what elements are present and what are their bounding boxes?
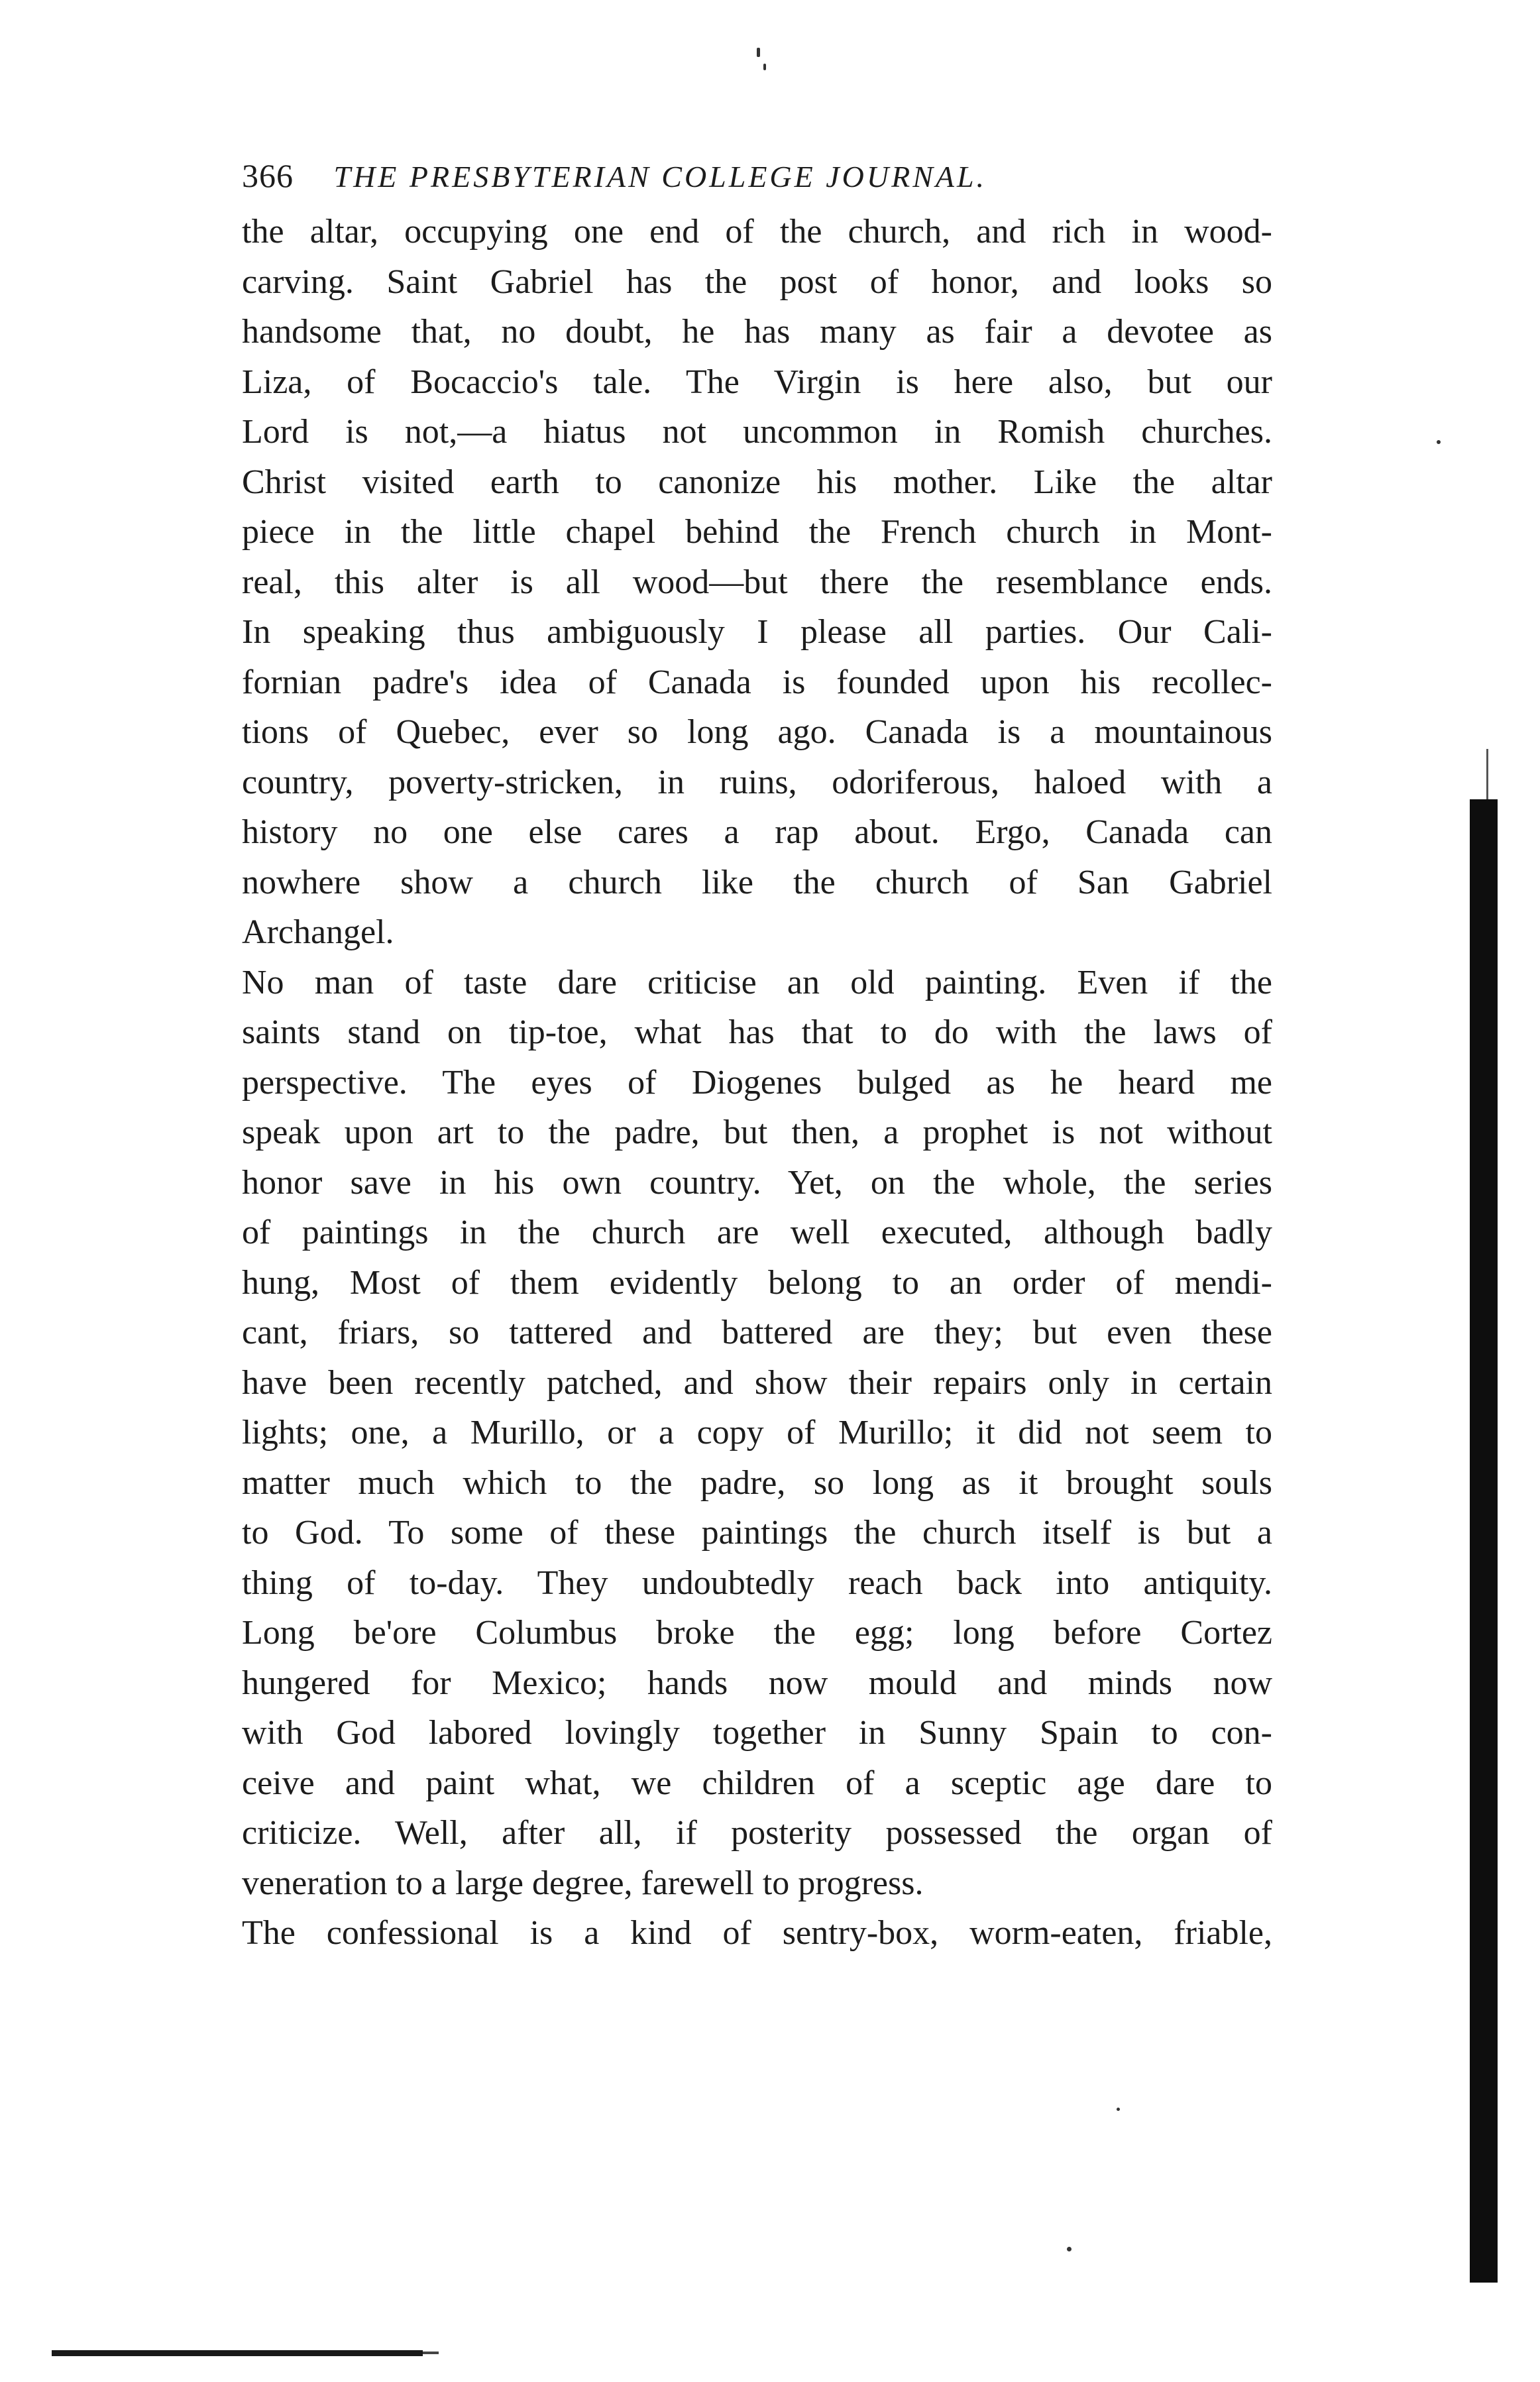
scan-margin-bar xyxy=(1470,799,1498,2283)
text-line: piece in the little chapel behind the French church in Mont- xyxy=(242,513,1272,551)
text-line: hung, Most of them evidently belong to an order of mendi- xyxy=(242,1263,1272,1302)
paragraph-2 xyxy=(242,958,1272,1909)
text-line: Lord is not,—a hiatus not uncommon in Romish churches. xyxy=(242,413,1272,451)
text-line: speak upon art to the padre, but then, a prophet is not without xyxy=(242,1113,1272,1151)
scan-bottom-rule xyxy=(52,2350,423,2356)
text-line: to God. To some of these paintings the church itself is but a xyxy=(242,1514,1272,1552)
text-line: Christ visited earth to canonize his mother. Like the altar xyxy=(242,463,1272,501)
scan-speck xyxy=(1437,440,1441,444)
text-line: thing of to-day. They undoubtedly reach back into antiquity. xyxy=(242,1563,1272,1602)
text-line: handsome that, no doubt, he has many as fair a devotee as xyxy=(242,313,1272,351)
text-line: cant, friars, so tattered and battered are they; but even these xyxy=(242,1314,1272,1351)
text-line: In speaking thus ambiguously I please all parties. Our Cali- xyxy=(242,613,1272,651)
text-line: country, poverty-stricken, in ruins, odoriferous, haloed with a xyxy=(242,763,1272,801)
text-line: nowhere show a church like the church of San Gabriel xyxy=(242,863,1272,901)
scan-speck xyxy=(757,48,760,57)
text-line: carving. Saint Gabriel has the post of honor, and looks so xyxy=(242,262,1272,301)
text-line: the altar, occupying one end of the church, and rich in wood- xyxy=(242,213,1272,251)
text-line: No man of taste dare criticise an old painting. Even if the xyxy=(242,963,1272,1001)
text-line: have been recently patched, and show their repairs only in certain xyxy=(242,1363,1272,1402)
text-line: ceive and paint what, we children of a sceptic age dare to xyxy=(242,1764,1272,1802)
scan-speck xyxy=(1067,2247,1072,2251)
paragraph-1 xyxy=(242,207,1272,958)
text-line: lights; one, a Murillo, or a copy of Murillo; it did not seem to xyxy=(242,1414,1272,1451)
body-text xyxy=(242,207,1272,1958)
page-header xyxy=(242,149,1276,202)
text-line: tions of Quebec, ever so long ago. Canada is a mountainous xyxy=(242,713,1272,751)
text-line: hungered for Mexico; hands now mould and minds now xyxy=(242,1664,1272,1702)
text-line: Liza, of Bocaccio's tale. The Virgin is here also, but our xyxy=(242,363,1272,401)
text-line: The confessional is a kind of sentry-box, worm-eaten, friable, xyxy=(242,1914,1272,1952)
text-line: of paintings in the church are well executed, although badly xyxy=(242,1214,1272,1251)
text-line: saints stand on tip-toe, what has that to do with the laws of xyxy=(242,1013,1272,1051)
text-line: matter much which to the padre, so long as it brought souls xyxy=(242,1463,1272,1502)
page-number: 366 xyxy=(242,157,294,194)
scan-speck xyxy=(1117,2108,1120,2111)
text-line: criticize. Well, after all, if posterity possessed the organ of xyxy=(242,1814,1272,1852)
text-line: Long be'ore Columbus broke the egg; long before Cortez xyxy=(242,1614,1272,1652)
text-line: real, this alter is all wood—but there the resemblance ends. xyxy=(242,563,1272,601)
text-line: Archangel. xyxy=(242,913,394,951)
text-line: veneration to a large degree, farewell to progress. xyxy=(242,1864,924,1902)
scan-bottom-rule-tail xyxy=(423,2352,439,2354)
paragraph-3 xyxy=(242,1908,1272,1958)
text-line: with God labored lovingly together in Sunny Spain to con- xyxy=(242,1714,1272,1752)
scan-speck xyxy=(763,64,766,70)
text-line: honor save in his own country. Yet, on the whole, the series xyxy=(242,1163,1272,1202)
running-title: THE PRESBYTERIAN COLLEGE JOURNAL. xyxy=(333,160,987,194)
text-line: fornian padre's idea of Canada is founded upon his recollec- xyxy=(242,663,1272,701)
text-line: history no one else cares a rap about. Ergo, Canada can xyxy=(242,813,1272,851)
text-line: perspective. The eyes of Diogenes bulged as he heard me xyxy=(242,1063,1272,1102)
